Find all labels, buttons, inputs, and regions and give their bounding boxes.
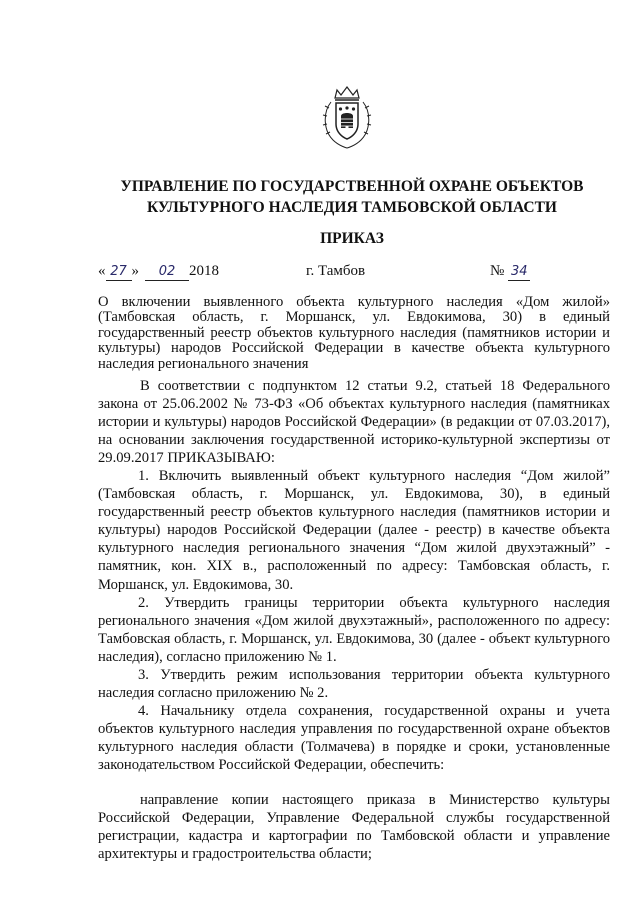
agency-name-line-1: УПРАВЛЕНИЕ ПО ГОСУДАРСТВЕННОЙ ОХРАНЕ ОБЪЕКТОВ <box>120 178 584 195</box>
date-year: 2018 <box>189 263 219 279</box>
agency-name-line-2: КУЛЬТУРНОГО НАСЛЕДИЯ ТАМБОВСКОЙ ОБЛАСТИ <box>147 199 557 216</box>
date-open-quote: « <box>98 263 106 279</box>
agency-name <box>96 176 608 218</box>
order-item-2: 2. Утвердить границы территории объекта культурного наследия регионального значения «Дом жилой двухэтажный», расположенного по адресу: Тамбовская область, г. Моршанск, ул. Евдокимова, 30 (далее - объект культурного наследия), согласно приложению № 1. <box>98 594 610 665</box>
document-subject: О включении выявленного объекта культурного наследия «Дом жилой» (Тамбовская область, г. Моршанск, ул. Евдокимова, 30) в единый государственный реестр объектов культурного наследия (памятников истории и культуры) народов Российской Федерации в качестве объекта культурного наследия регионального значения <box>98 294 610 372</box>
number-label: № <box>490 263 505 279</box>
date-close-quote: » <box>131 263 139 279</box>
number-handwritten: 34 <box>508 264 530 281</box>
order-item-1: 1. Включить выявленный объект культурного наследия “Дом жилой” (Тамбовская область, г. Моршанск, ул. Евдокимова, 30), в единый государственный реестр объектов культурного наследия (памятников истории и культуры) народов Российской Федерации (далее - реестр) в качестве объекта культурного наследия регионального значения “Дом жилой двухэтажный” - памятник, кон. XIX в., расположенный по адресу: Тамбовская область, г. Моршанск, ул. Евдокимова, 30. <box>98 468 610 593</box>
preamble-paragraph: В соответствии с подпунктом 12 статьи 9.2, статьей 18 Федерального закона от 25.06.2002 № 73-ФЗ «Об объектах культурного наследия (памятниках истории и культуры) народов Российской Федерации» (в редакции от 07.03.2017), на основании заключения государственной историко-культурной экспертизы от 29.09.2017 ПРИКАЗЫВАЮ: <box>98 378 610 467</box>
document-number <box>490 263 530 281</box>
date-day-handwritten: 27 <box>106 264 132 281</box>
order-item-4: 4. Начальнику отдела сохранения, государственной охраны и учета объектов культурного наследия управления по государственной охране объектов культурного наследия области (Толмачева) в порядке и сроки, установленные законодательством Российской Федерации, обеспечить: <box>98 702 610 773</box>
document-city: г. Тамбов <box>306 263 366 279</box>
order-item-4-subitem: направление копии настоящего приказа в Министерство культуры Российской Федерации, Управление Федеральной службы государственной регистрации, кадастра и картографии по Тамбовской области и управление архитектуры и градостроительства области; <box>98 792 610 863</box>
document-type: ПРИКАЗ <box>320 230 384 247</box>
document-dateline <box>98 263 610 283</box>
tambov-coat-of-arms-icon <box>321 84 373 150</box>
document-date <box>98 263 219 281</box>
date-month-handwritten: 02 <box>145 264 189 281</box>
order-item-3: 3. Утвердить режим использования территории объекта культурного наследия согласно приложению № 2. <box>98 666 610 701</box>
document-body <box>98 377 610 863</box>
